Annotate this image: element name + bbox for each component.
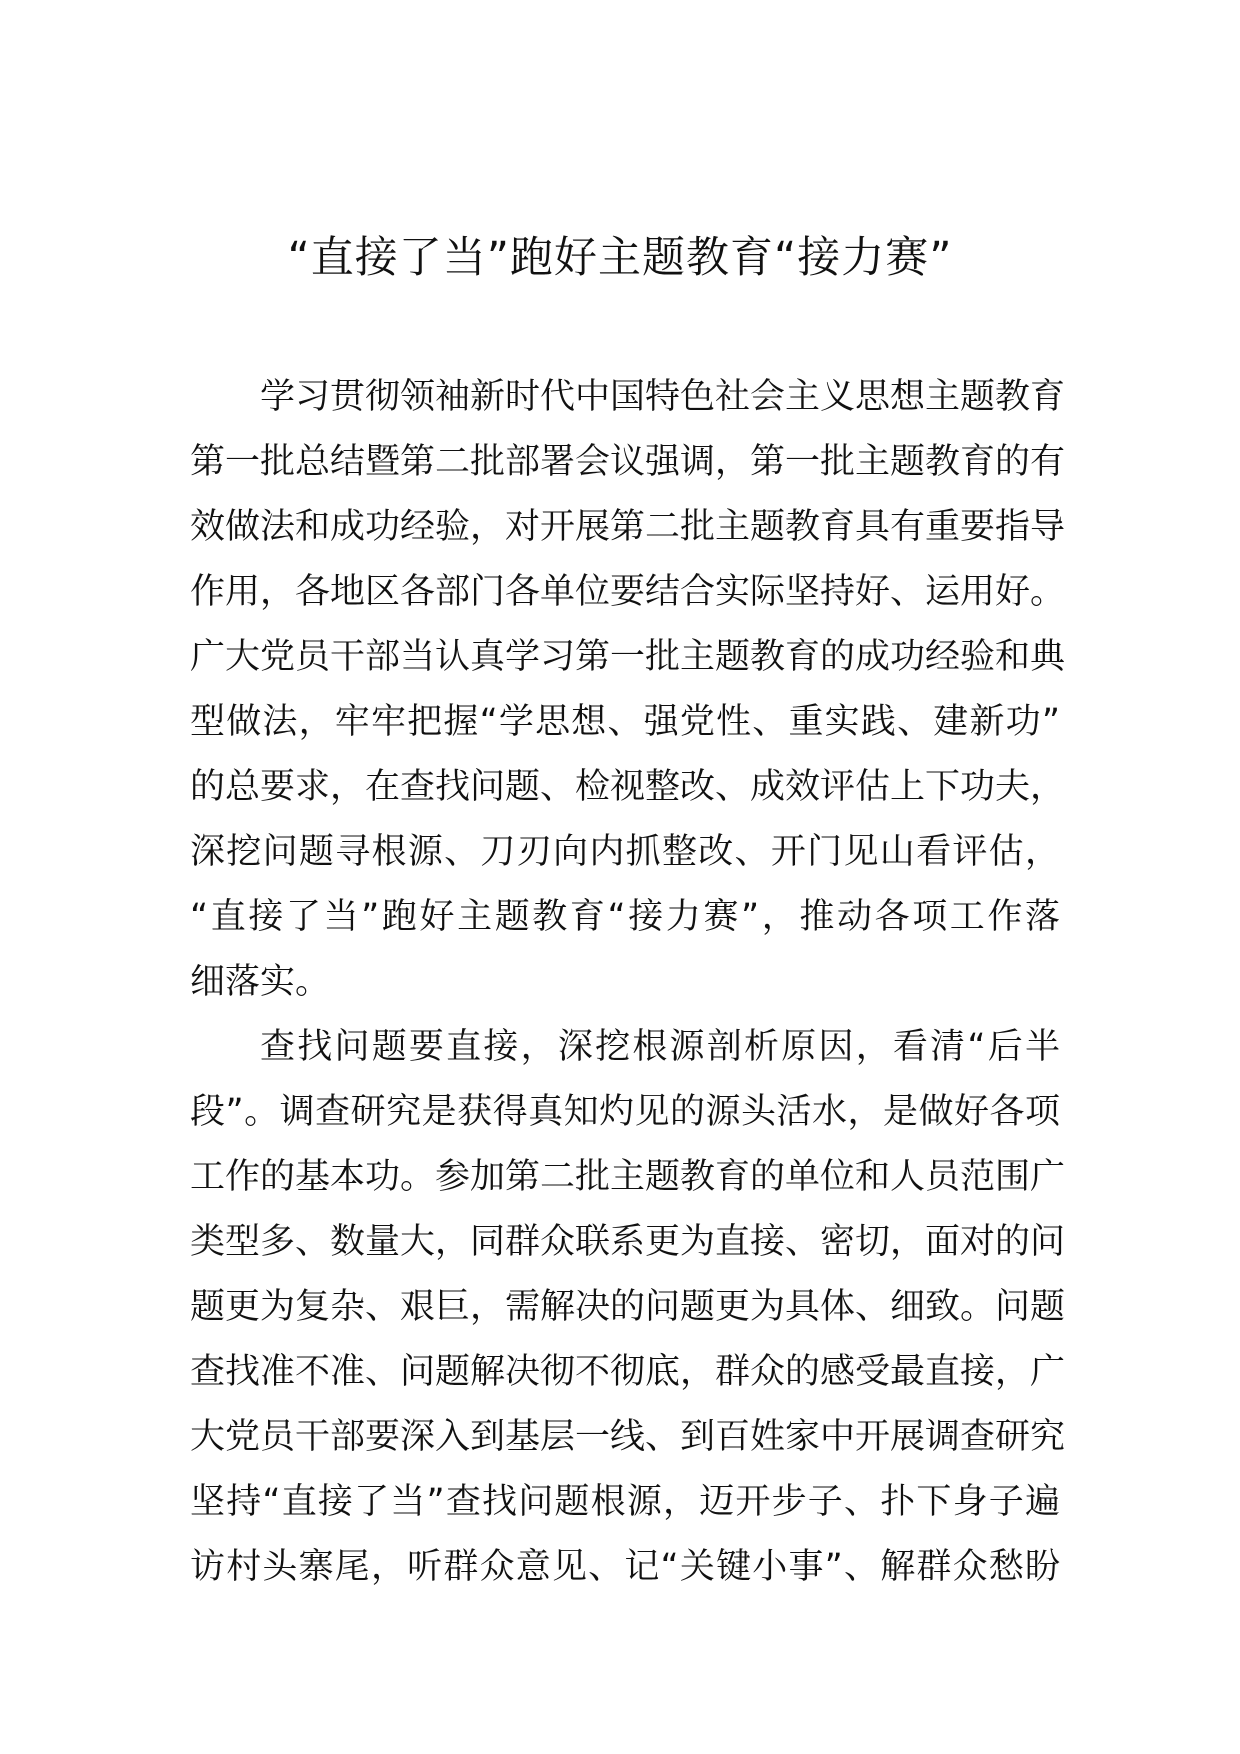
paragraph-2-line-8: 坚持“直接了当”查找问题根源，迈开步子、扑下身子遍	[190, 1482, 1060, 1522]
paragraph-1-line-4: 作用，各地区各部门各单位要结合实际坚持好、运用好。	[190, 572, 1066, 612]
paragraph-2-line-5: 题更为复杂、艰巨，需解决的问题更为具体、细致。问题	[190, 1287, 1066, 1327]
paragraph-1-line-10: 细落实。	[190, 962, 331, 1002]
document-title: “直接了当”跑好主题教育“接力赛”	[287, 233, 953, 283]
paragraph-2-line-2: 段”。调查研究是获得真知灼见的源头活水，是做好各项	[190, 1092, 1060, 1132]
paragraph-2-line-9: 访村头寨尾，听群众意见、记“关键小事”、解群众愁盼	[190, 1547, 1060, 1587]
paragraph-1-line-8: 深挖问题寻根源、刀刃向内抓整改、开门见山看评估，	[190, 832, 1060, 872]
paragraph-1-line-6: 型做法，牢牢把握“学思想、强党性、重实践、建新功”	[190, 702, 1060, 742]
paragraph-1-line-3: 效做法和成功经验，对开展第二批主题教育具有重要指导	[190, 507, 1066, 547]
paragraph-1-line-2: 第一批总结暨第二批部署会议强调，第一批主题教育的有	[190, 442, 1066, 482]
paragraph-2-line-6: 查找准不准、问题解决彻不彻底，群众的感受最直接，广	[190, 1352, 1066, 1392]
paragraph-1-line-5: 广大党员干部当认真学习第一批主题教育的成功经验和典	[190, 637, 1066, 677]
paragraph-1-line-9: “直接了当”跑好主题教育“接力赛”，推动各项工作落	[190, 897, 1060, 937]
document-body	[190, 365, 1066, 1600]
paragraph-2-line-7: 大党员干部要深入到基层一线、到百姓家中开展调查研究	[190, 1417, 1066, 1457]
paragraph-2-line-4: 类型多、数量大，同群众联系更为直接、密切，面对的问	[190, 1222, 1066, 1262]
paragraph-1-line-7: 的总要求，在查找问题、检视整改、成效评估上下功夫，	[190, 767, 1066, 807]
paragraph-2-line-1: 查找问题要直接，深挖根源剖析原因，看清“后半	[260, 1027, 1060, 1067]
paragraph-2-line-3: 工作的基本功。参加第二批主题教育的单位和人员范围广	[190, 1157, 1066, 1197]
paragraph-1-line-1: 学习贯彻领袖新时代中国特色社会主义思想主题教育	[260, 377, 1066, 417]
